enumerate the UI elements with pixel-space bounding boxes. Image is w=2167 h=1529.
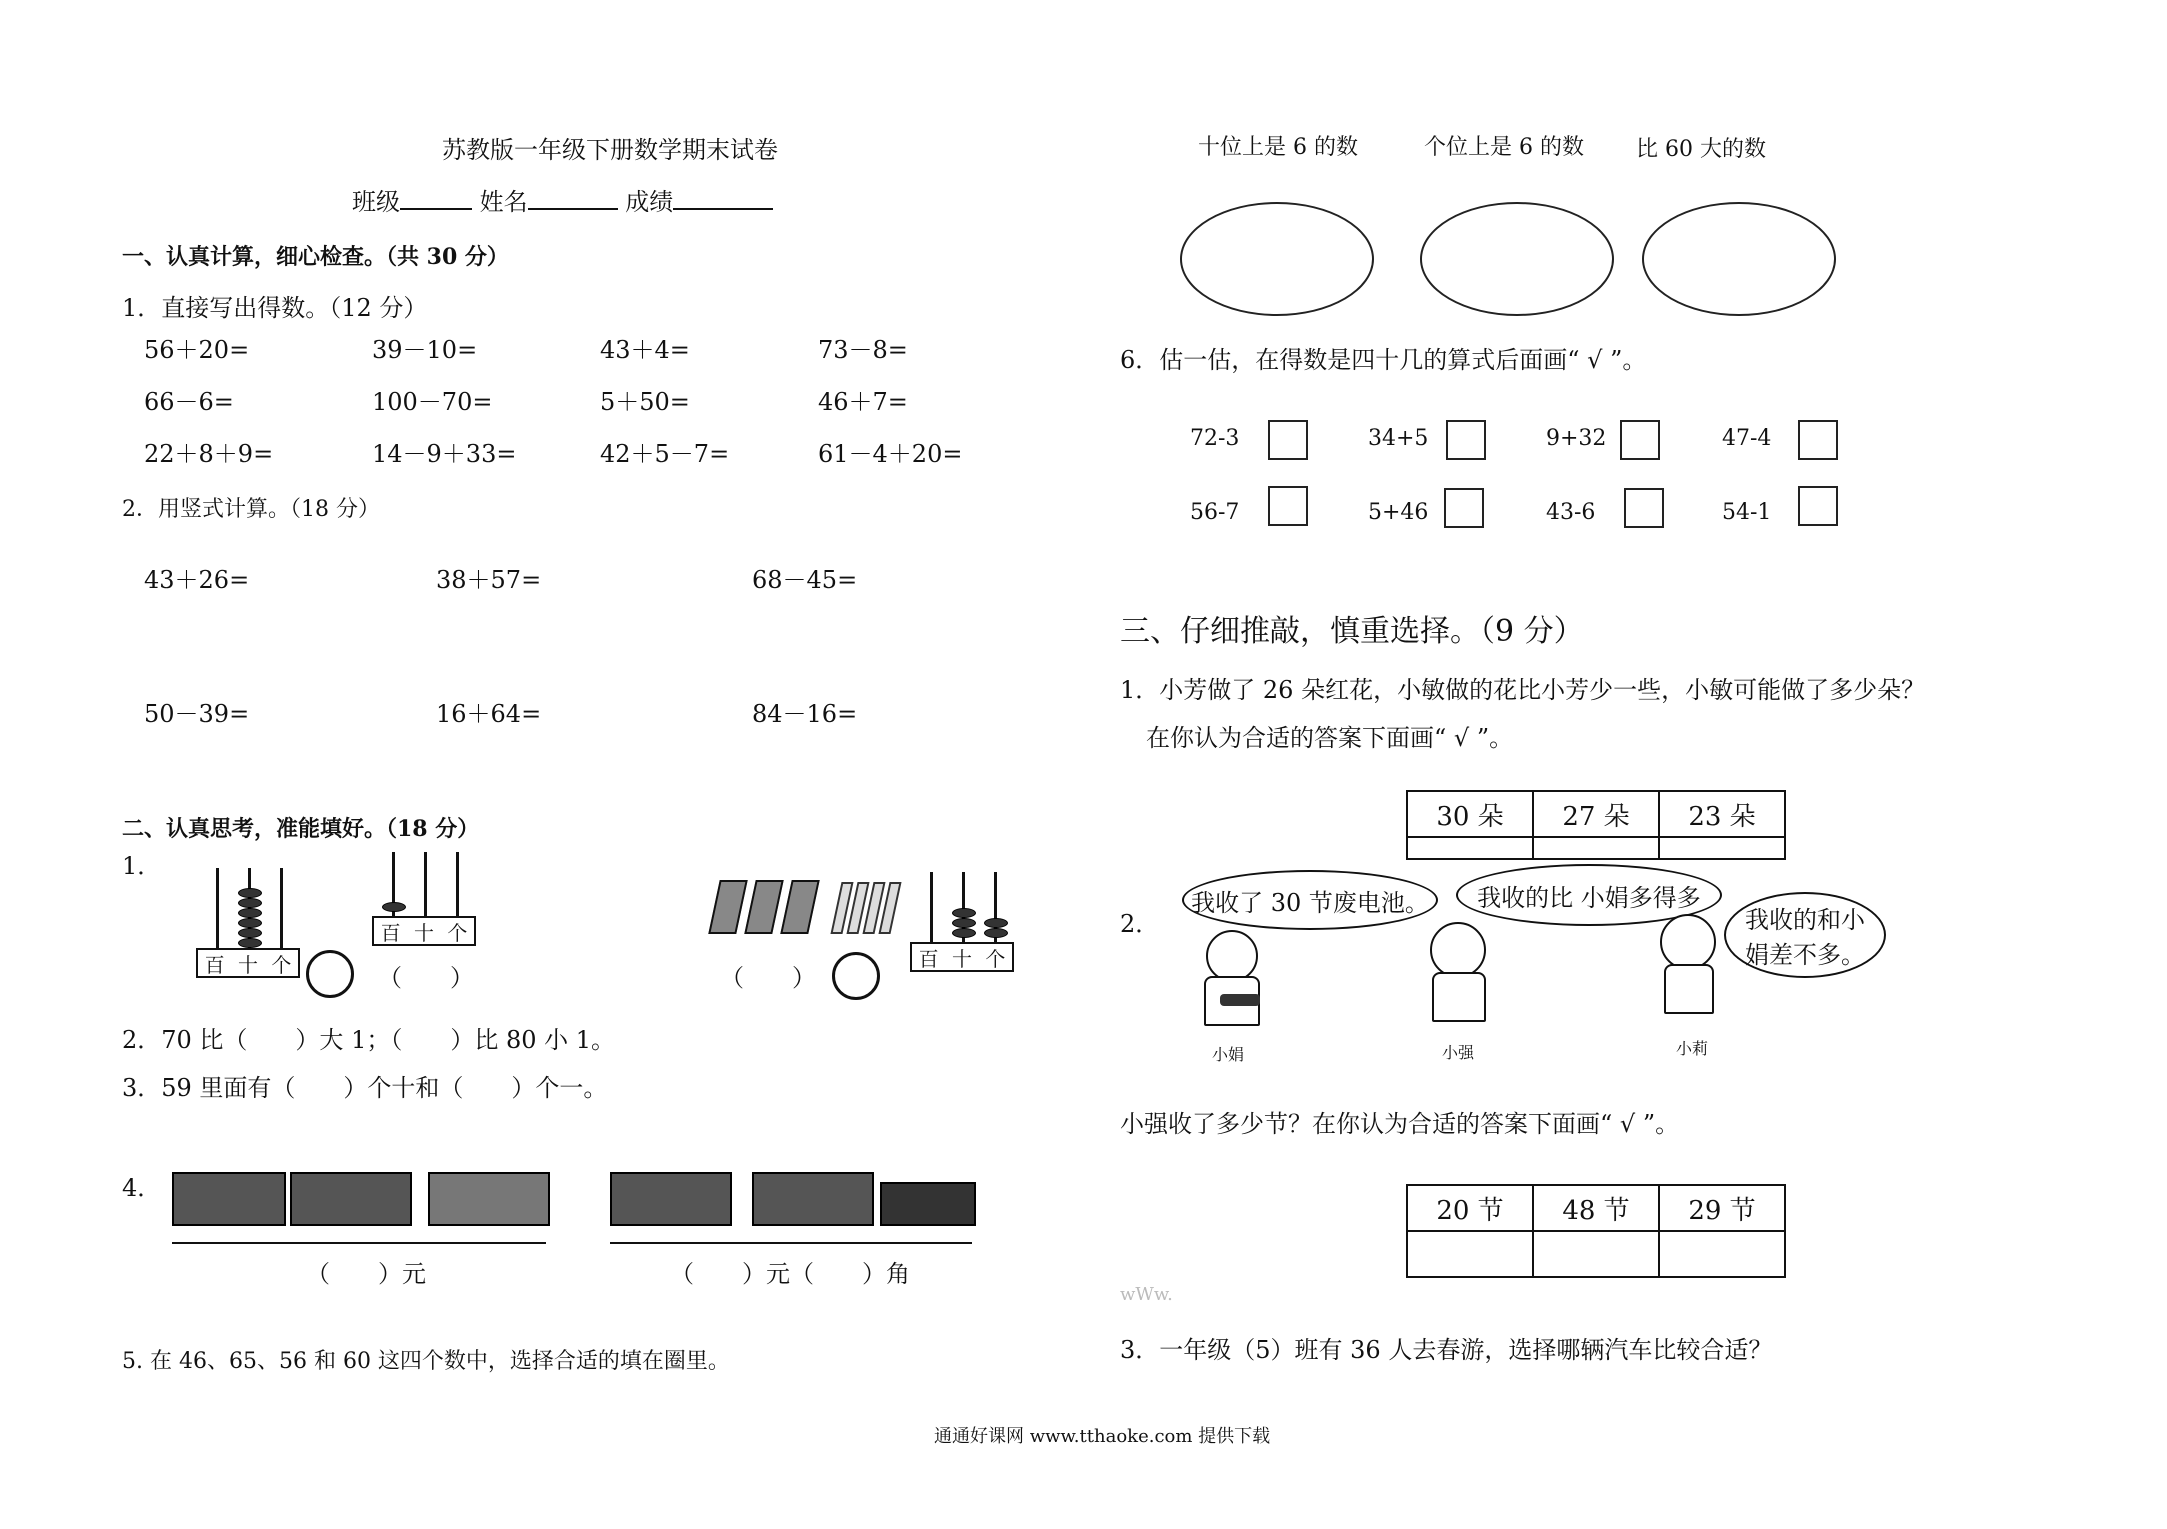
- s3-q3: 3．一年级（5）班有 36 人去春游，选择哪辆汽车比较合适？: [1120, 1336, 1773, 1364]
- footer-credit: 通通好课网 www.tthaoke.com 提供下载: [934, 1426, 1271, 1447]
- banknote-20-yuan: [172, 1172, 286, 1226]
- s3-q1-line1: 1．小芳做了 26 朵红花，小敏做的花比小芳少一些，小敏可能做了多少朵？: [1120, 676, 1926, 704]
- banknote-10-yuan: [290, 1172, 412, 1226]
- calc-item: 39－10=: [372, 336, 478, 364]
- calc-item: 61－4＋20=: [818, 440, 963, 468]
- vertical-calc-item: 16＋64=: [436, 700, 542, 728]
- check-cell[interactable]: [1659, 837, 1785, 859]
- estimate-item: 72-3: [1190, 426, 1240, 451]
- money-answer-1[interactable]: （ ）元: [306, 1260, 426, 1288]
- estimate-item: 34+5: [1368, 426, 1429, 451]
- calc-item: 42＋5－7=: [600, 440, 730, 468]
- kid-name: 小娟: [1212, 1045, 1245, 1064]
- s2-q6-label: 6．估一估，在得数是四十几的算式后面画“ √ ”。: [1120, 346, 1647, 374]
- speech-bubble: 我收的和小娟差不多。: [1724, 892, 1886, 978]
- speech-bubble: 我收的比 小娟多得多: [1456, 864, 1722, 926]
- s3-q2-question: 小强收了多少节？在你认为合适的答案下面画“ √ ”。: [1120, 1110, 1680, 1138]
- calc-item: 56＋20=: [144, 336, 250, 364]
- abacus-bead: [238, 928, 262, 938]
- answer-paren[interactable]: （ ）: [720, 964, 816, 992]
- checkbox[interactable]: [1446, 420, 1486, 460]
- stick-bundle: [744, 880, 783, 934]
- check-cell[interactable]: [1659, 1231, 1785, 1277]
- kid-body: [1664, 964, 1714, 1014]
- option-cell: 27 朵: [1533, 791, 1659, 837]
- abacus-rod: [280, 868, 283, 948]
- calc-item: 14－9＋33=: [372, 440, 517, 468]
- student-info-line: [352, 182, 773, 217]
- s2-q3: 3．59 里面有（ ）个十和（ ）个一。: [122, 1074, 608, 1102]
- abacus-1: [196, 868, 302, 978]
- calc-item: 73－8=: [818, 336, 908, 364]
- kid-name: 小莉: [1676, 1039, 1709, 1058]
- answer-oval-gt-60[interactable]: [1642, 202, 1836, 316]
- abacus-bead: [952, 918, 976, 928]
- abacus-2: [372, 852, 478, 944]
- page-title: 苏教版一年级下册数学期末试卷: [442, 136, 778, 164]
- vertical-calc-item: 50－39=: [144, 700, 250, 728]
- stick-bundle: [780, 880, 819, 934]
- option-cell: 23 朵: [1659, 791, 1785, 837]
- banknote-5-yuan: [428, 1172, 550, 1226]
- abacus-bead: [238, 918, 262, 928]
- check-cell[interactable]: [1407, 837, 1533, 859]
- option-cell: 30 朵: [1407, 791, 1533, 837]
- brace-line: [172, 1242, 546, 1244]
- abacus-rod: [456, 852, 459, 916]
- score-label: 成绩: [625, 188, 674, 216]
- s2-q2: 2．70 比（ ）大 1；（ ）比 80 小 1。: [122, 1026, 616, 1054]
- s3-q2-label: 2．: [1120, 910, 1160, 938]
- calc-item: 66－6=: [144, 388, 234, 416]
- abacus-base: 百 十 个: [910, 942, 1014, 972]
- name-label: 姓名: [479, 188, 528, 216]
- money-answer-2[interactable]: （ ）元（ ）角: [670, 1260, 910, 1288]
- vertical-calc-item: 38＋57=: [436, 566, 542, 594]
- score-blank[interactable]: [673, 186, 773, 210]
- abacus-bead: [952, 908, 976, 918]
- s2-q1-label: 1．: [122, 852, 162, 880]
- answer-oval-ones-6[interactable]: [1420, 202, 1614, 316]
- check-cell[interactable]: [1407, 1231, 1533, 1277]
- calc-item: 46＋7=: [818, 388, 908, 416]
- brace-line: [610, 1242, 972, 1244]
- s1-q1-label: 1．直接写出得数。（12 分）: [122, 294, 428, 322]
- banknote-50-yuan: [610, 1172, 732, 1226]
- class-label: 班级: [352, 188, 400, 216]
- check-cell[interactable]: [1533, 837, 1659, 859]
- answer-oval-tens-6[interactable]: [1180, 202, 1374, 316]
- compare-circle[interactable]: [306, 950, 354, 998]
- check-cell[interactable]: [1533, 1231, 1659, 1277]
- abacus-bead: [984, 918, 1008, 928]
- abacus-bead: [238, 908, 262, 918]
- checkbox[interactable]: [1268, 486, 1308, 526]
- option-cell: 20 节: [1407, 1185, 1533, 1231]
- checkbox[interactable]: [1624, 488, 1664, 528]
- calc-item: 100－70=: [372, 388, 493, 416]
- abacus-bead: [238, 938, 262, 948]
- estimate-item: 56-7: [1190, 500, 1240, 525]
- compare-circle[interactable]: [832, 952, 880, 1000]
- section3-heading: 三、仔细推敲，慎重选择。（9 分）: [1120, 614, 1584, 649]
- vertical-calc-item: 43＋26=: [144, 566, 250, 594]
- calc-item: 5＋50=: [600, 388, 690, 416]
- speech-bubble: 我收了 30 节废电池。: [1182, 870, 1438, 930]
- section1-heading: 一、认真计算，细心检查。（共 30 分）: [122, 244, 509, 270]
- kid-body: [1432, 972, 1486, 1022]
- checkbox[interactable]: [1444, 488, 1484, 528]
- stick-bundle: [708, 880, 747, 934]
- basket-icon: [1220, 994, 1260, 1006]
- checkbox[interactable]: [1268, 420, 1308, 460]
- flower-options-table: [1406, 790, 1786, 860]
- name-blank[interactable]: [528, 186, 618, 210]
- circle-label-tens-6: 十位上是 6 的数: [1198, 135, 1358, 160]
- estimate-item: 5+46: [1368, 500, 1429, 525]
- abacus-bead: [382, 902, 406, 912]
- calc-item: 22＋8＋9=: [144, 440, 274, 468]
- s1-q2-label: 2．用竖式计算。（18 分）: [122, 497, 380, 522]
- abacus-rod: [216, 868, 219, 948]
- estimate-item: 43-6: [1546, 500, 1596, 525]
- abacus-rod: [930, 872, 933, 942]
- abacus-bead: [952, 928, 976, 938]
- calc-item: 43＋4=: [600, 336, 690, 364]
- circle-label-gt-60: 比 60 大的数: [1636, 137, 1766, 162]
- checkbox[interactable]: [1620, 420, 1660, 460]
- abacus-bead: [984, 928, 1008, 938]
- kid-head: [1660, 914, 1716, 970]
- option-cell: 48 节: [1533, 1185, 1659, 1231]
- vertical-calc-item: 68－45=: [752, 566, 858, 594]
- kid-head: [1430, 922, 1486, 978]
- vertical-calc-item: 84－16=: [752, 700, 858, 728]
- checkbox[interactable]: [1798, 420, 1838, 460]
- class-blank[interactable]: [400, 186, 472, 210]
- s3-q1-line2: 在你认为合适的答案下面画“ √ ”。: [1146, 724, 1514, 752]
- estimate-item: 54-1: [1722, 500, 1772, 525]
- banknote-jiao: [880, 1182, 976, 1226]
- estimate-item: 9+32: [1546, 426, 1607, 451]
- kid-name: 小强: [1442, 1043, 1475, 1062]
- abacus-3: [910, 872, 1016, 970]
- option-cell: 29 节: [1659, 1185, 1785, 1231]
- circle-label-ones-6: 个位上是 6 的数: [1424, 135, 1584, 160]
- watermark: wWw.: [1120, 1284, 1173, 1305]
- abacus-base: 百 十 个: [196, 948, 300, 978]
- answer-paren[interactable]: （ ）: [378, 964, 474, 992]
- kid-head: [1206, 930, 1258, 982]
- s2-q5: 5. 在 46、65、56 和 60 这四个数中，选择合适的填在圈里。: [122, 1349, 730, 1374]
- s2-q4-label: 4．: [122, 1174, 162, 1202]
- abacus-base: 百 十 个: [372, 916, 476, 946]
- section2-heading: 二、认真思考，准能填好。（18 分）: [122, 816, 480, 842]
- checkbox[interactable]: [1798, 486, 1838, 526]
- abacus-rod: [424, 852, 427, 916]
- estimate-item: 47-4: [1722, 426, 1772, 451]
- banknote-20-yuan: [752, 1172, 874, 1226]
- abacus-bead: [238, 888, 262, 898]
- battery-options-table: [1406, 1184, 1786, 1278]
- abacus-bead: [238, 898, 262, 908]
